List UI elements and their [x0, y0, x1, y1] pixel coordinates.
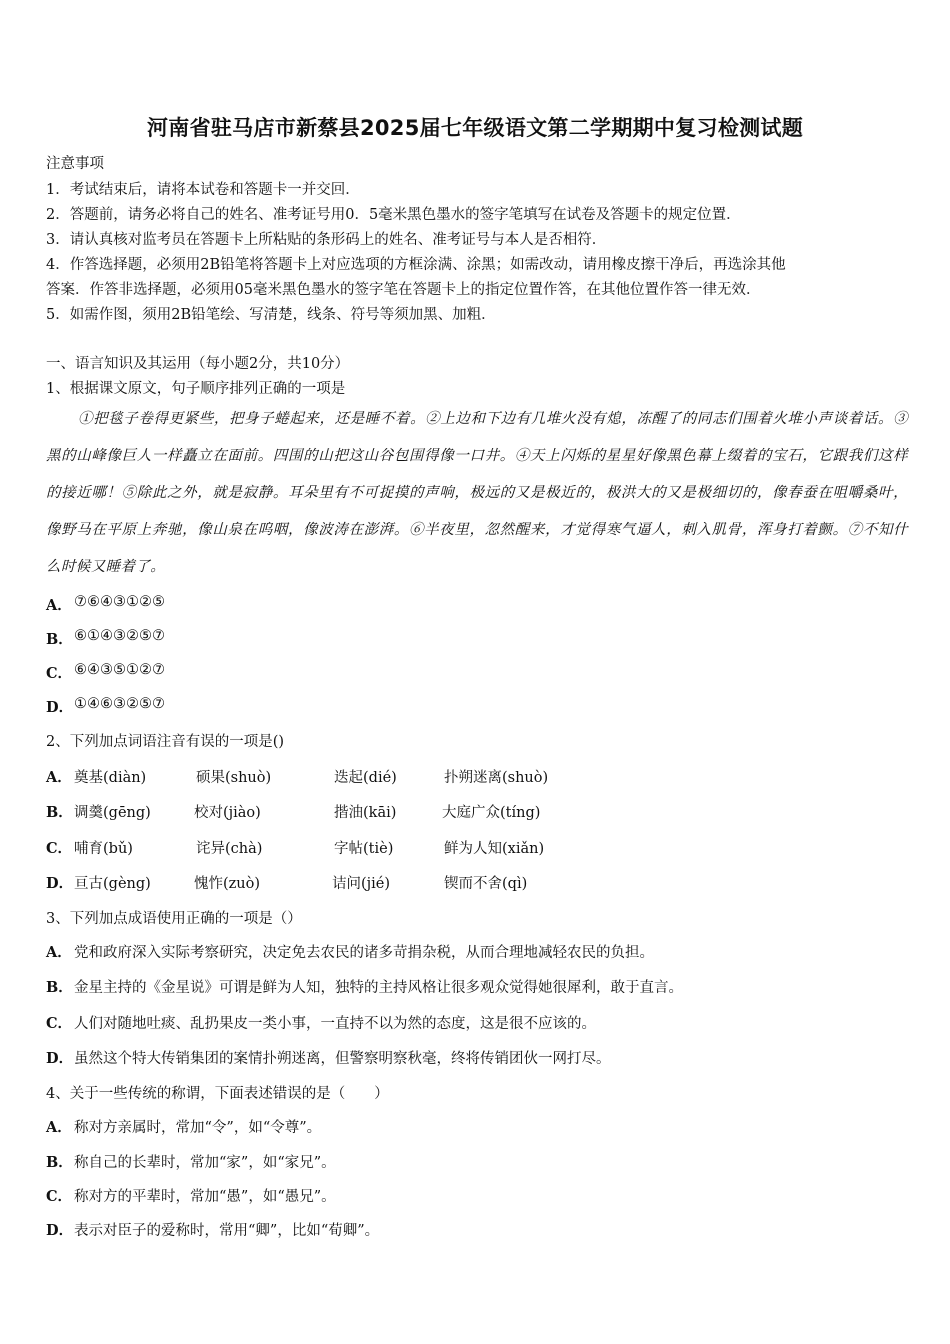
pinyin-item: 迭起(dié) — [334, 770, 397, 786]
pinyin-item: 锲而不舍(qì) — [444, 876, 528, 892]
option-text: 表示对臣子的爱称时，常用“卿”，比如“荀卿”。 — [74, 1223, 380, 1239]
notes-item: 5．如需作图，须用2B铅笔绘、写清楚，线条、符号等须加黑、加粗． — [46, 307, 496, 323]
notes-item: 4．作答选择题，必须用2B铅笔将答题卡上对应选项的方框涂满、涂黑；如需改动，请用橡皮擦干净后，再选涂其他 — [46, 257, 786, 273]
option-text: 人们对随地吐痰、乱扔果皮一类小事，一直持不以为然的态度，这是很不应该的。 — [74, 1016, 596, 1032]
option-text: 称自己的长辈时，常加“家”，如“家兄”。 — [74, 1155, 336, 1171]
option-label: B． — [46, 979, 73, 996]
option-label: A． — [46, 944, 72, 961]
pinyin-item: 哺育(bǔ) — [74, 841, 133, 857]
notes-item: 答案．作答非选择题，必须用05毫米黑色墨水的签字笔在答题卡上的指定位置作答，在其他位置作答一律无效． — [46, 282, 761, 298]
option-label: C． — [46, 665, 73, 682]
option-label: C． — [46, 1188, 73, 1205]
option-label: B． — [46, 804, 73, 821]
pinyin-item: 诧异(chà) — [196, 841, 263, 857]
pinyin-item: 奠基(diàn) — [74, 770, 147, 786]
option-text: ①④⑥③②⑤⑦ — [74, 696, 165, 712]
option-label: C． — [46, 1015, 73, 1032]
section-heading: 一、语言知识及其运用（每小题2分，共10分） — [46, 356, 350, 372]
option-label: D． — [46, 699, 74, 716]
option-label: D． — [46, 875, 74, 892]
option-text: ⑦⑥④③①②⑤ — [74, 594, 165, 610]
option-label: A． — [46, 769, 72, 786]
notes-item: 2．答题前，请务必将自己的姓名、准考证号用0．5毫米黑色墨水的签字笔填写在试卷及答题卡的规定位置． — [46, 207, 741, 223]
question-3-stem: 3、下列加点成语使用正确的一项是（） — [46, 911, 302, 927]
question-1-stem: 1、根据课文原文，句子顺序排列正确的一项是 — [46, 381, 346, 397]
question-1-passage: ①把毯子卷得更紧些，把身子蜷起来，还是睡不着。②上边和下边有几堆火没有熄，冻醒了的同志们围着火堆小声谈着话。③黑的山峰像巨人一样矗立在面前。四围的山把这山谷包围得像一口井。④天上闪烁的星星好像黑色幕上缀着的宝石，它跟我们这样的接近哪！⑤除此之外，就是寂静。耳朵里有不可捉摸的声响，极远的又是极近的，极洪大的又是极细切的，像春蚕在咀嚼桑叶，像野马在平原上奔驰，像山泉在呜咽，像波涛在澎湃。⑥半夜里，忽然醒来，才觉得寒气逼人，刺入肌骨，浑身打着颤。⑦不知什么时候又睡着了。 — [46, 411, 908, 575]
notes-item: 3．请认真核对监考员在答题卡上所粘贴的条形码上的姓名、准考证号与本人是否相符． — [46, 232, 607, 248]
option-text: 虽然这个特大传销集团的案情扑朔迷离，但警察明察秋毫，终将传销团伙一网打尽。 — [74, 1051, 611, 1067]
question-4-stem: 4、关于一些传统的称谓，下面表述错误的是（ ） — [46, 1086, 389, 1102]
option-text: 称对方亲属时，常加“令”，如“令尊”。 — [74, 1120, 322, 1136]
notes-item: 1．考试结束后，请将本试卷和答题卡一并交回． — [46, 182, 360, 198]
option-text: 金星主持的《金星说》可谓是鲜为人知，独特的主持风格让很多观众觉得她很犀利，敢于直言。 — [74, 980, 683, 996]
pinyin-item: 硕果(shuò) — [196, 770, 272, 786]
pinyin-item: 调羹(gēng) — [74, 805, 151, 821]
pinyin-item: 扑朔迷离(shuò) — [444, 770, 549, 786]
option-text: 党和政府深入实际考察研究，决定免去农民的诸多苛捐杂税，从而合理地减轻农民的负担。 — [74, 945, 654, 961]
option-label: B． — [46, 1154, 73, 1171]
option-label: C． — [46, 840, 73, 857]
pinyin-item: 字帖(tiè) — [334, 841, 394, 857]
pinyin-item: 鲜为人知(xiǎn) — [444, 841, 545, 857]
notes-heading: 注意事项 — [46, 156, 104, 172]
option-label: B． — [46, 631, 73, 648]
option-label: D． — [46, 1222, 74, 1239]
pinyin-item: 校对(jiào) — [194, 805, 261, 821]
option-text: ⑥④③⑤①②⑦ — [74, 662, 165, 678]
pinyin-item: 诘问(jié) — [332, 876, 391, 892]
option-text: ⑥①④③②⑤⑦ — [74, 628, 165, 644]
option-label: D． — [46, 1050, 74, 1067]
pinyin-item: 揩油(kāi) — [334, 805, 397, 821]
option-label: A． — [46, 597, 72, 614]
option-label: A． — [46, 1119, 72, 1136]
option-text: 称对方的平辈时，常加“愚”，如“愚兄”。 — [74, 1189, 336, 1205]
exam-title: 河南省驻马店市新蔡县2025届七年级语文第二学期期中复习检测试题 — [146, 116, 804, 140]
pinyin-item: 亘古(gèng) — [74, 876, 151, 892]
question-2-stem: 2、下列加点词语注音有误的一项是() — [46, 734, 285, 750]
pinyin-item: 愧怍(zuò) — [194, 876, 261, 892]
pinyin-item: 大庭广众(tíng) — [442, 805, 541, 821]
